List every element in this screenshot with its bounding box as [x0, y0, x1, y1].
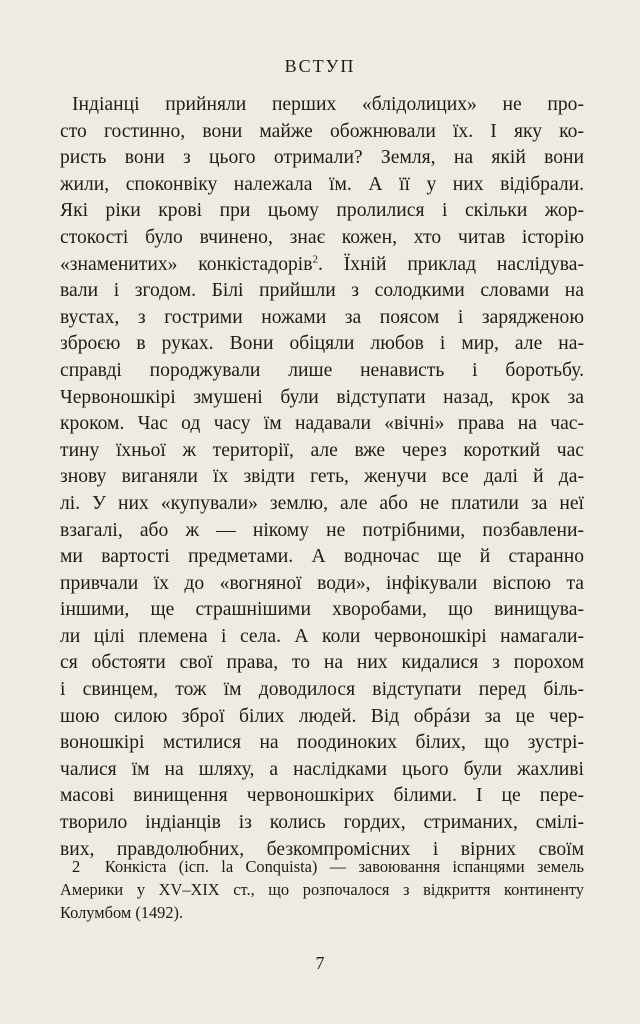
- footnote-reference[interactable]: 2: [312, 253, 318, 266]
- text-line: зброєю в руках. Вони обіцяли любов і мир, але на-: [60, 333, 584, 355]
- text-line: взагалі, або ж — нікому не потрібними, позбавлени-: [60, 519, 584, 541]
- footnote: [60, 855, 584, 924]
- text-line: масові винищення червоношкірих білими. І це пере-: [60, 785, 584, 807]
- text-line: жили, споконвіку належала їм. А її у них відібрали.: [60, 173, 584, 195]
- text-line: шою силою зброї білих людей. Від обрáзи за це чер-: [60, 705, 584, 727]
- footnote-line: [60, 855, 584, 878]
- text-line: і свинцем, тож їм доводилося відступати перед біль-: [60, 679, 584, 701]
- text-line: Індіанці прийняли перших «блідолицих» не про-: [72, 94, 584, 115]
- chapter-title: ВСТУП: [284, 56, 356, 76]
- text-line: справді породжували лише ненависть і боротьбу.: [60, 359, 584, 381]
- text-line: стокості було вчинено, знає кожен, хто читав історію: [60, 226, 584, 248]
- body-text: [60, 92, 584, 863]
- text-line-head: «знаменитих» конкістадорів: [60, 253, 313, 275]
- text-line: Червоношкірі змушені були відступати назад, крок за: [60, 386, 584, 408]
- text-line: вали і згодом. Білі прийшли з солодкими словами на: [60, 280, 584, 302]
- text-line: воношкірі мстилися на поодиноких білих, що зустрі-: [60, 732, 584, 754]
- text-line: Які ріки крові при цьому пролилися і скільки жор-: [60, 200, 584, 222]
- text-line: знову виганяли їх звідти геть, женучи все далі й да-: [60, 466, 584, 488]
- text-line: ли цілі племена і села. А коли червоношкірі намагали-: [60, 625, 584, 647]
- text-line: вих, правдолюбних, безкомпромісних і вірних своїм: [60, 838, 584, 860]
- page-number: 7: [315, 953, 325, 973]
- footnote-line: Колумбом (1492).: [60, 903, 184, 922]
- footnote-mark: 2: [72, 857, 81, 876]
- footnote-text: Конкіста (ісп. la Conquista) — завоювання іспанцями земель: [104, 857, 584, 876]
- text-line: привчали їх до «вогняної води», інфікували віспою та: [60, 572, 584, 594]
- text-line: сто гостинно, вони майже обожнювали їх. І яку ко-: [60, 120, 584, 142]
- text-line-tail: . Їхній приклад наслідува-: [318, 253, 584, 275]
- text-line: ристь вони з цього отримали? Земля, на якій вони: [60, 147, 584, 169]
- text-line: ся обстояти свої права, то на них кидалися з порохом: [60, 652, 584, 674]
- text-line: іншими, ще страшнішими хворобами, що винищува-: [60, 599, 584, 621]
- text-line: вустах, з гострими ножами за поясом і зарядженою: [60, 306, 584, 328]
- text-line: лі. У них «купували» землю, але або не платили за неї: [60, 492, 584, 514]
- text-line-with-footnote: [60, 252, 584, 279]
- text-line: творило індіанців із колись гордих, стриманих, смілі-: [60, 812, 584, 834]
- text-line: чалися їм на шляху, а наслідками цього були жахливі: [60, 758, 584, 780]
- footnote-line: Америки у XV–XIX ст., що розпочалося з відкриття континенту: [60, 880, 584, 899]
- text-line: кроком. Час од часу їм надавали «вічні» права на час-: [60, 413, 584, 435]
- text-line: ми вартості предметами. А водночас ще й старанно: [60, 546, 584, 568]
- text-line: тину їхньої ж території, але вже через короткий час: [60, 439, 584, 461]
